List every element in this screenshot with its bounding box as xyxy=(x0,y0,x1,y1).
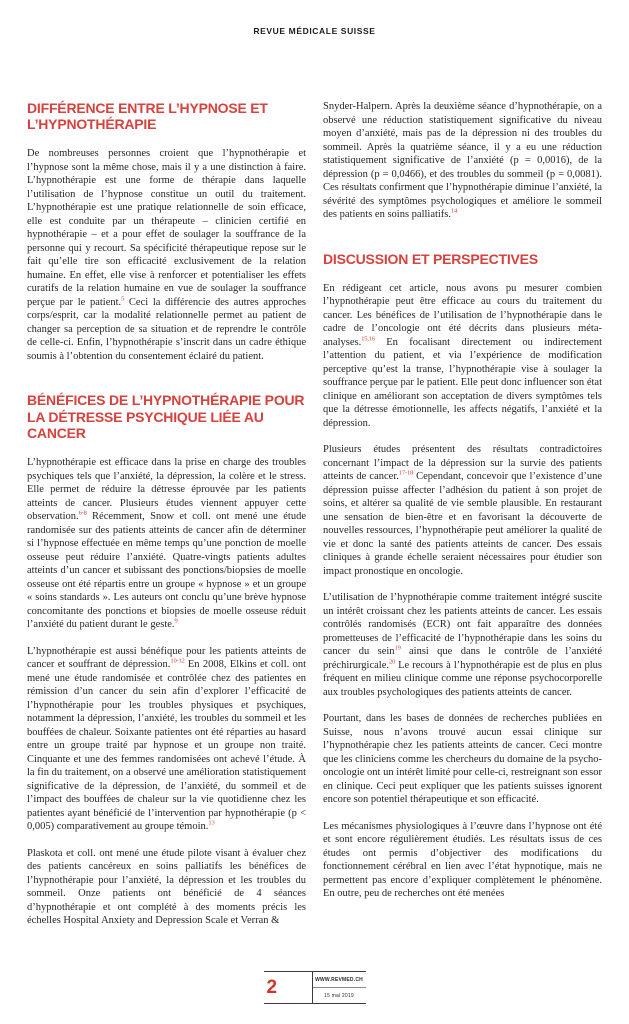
paragraph-benefices-2: L’hypnothérapie est aussi bénéfique pour les patients atteints de cancer et souffrant de dépression.$^{10-12}$ En 2008, Elkins et coll. ont mené une étude randomisée et contrôlée chez des patientes en rémission d’un cancer du sein afin d’explorer l’efficacité de l’hypnothérapie pour les troubles physiques et psychiques, notamment la dépression, l’anxiété, les troubles du sommeil et les bouffées de chaleur. Soixante patientes ont été réparties au hasard entre un groupe traité par hypnose et un groupe non traité. Cinquante et une des femmes randomisées ont achevé l’étude. À la fin du traitement, on a observé une amélioration statistiquement significative de la dépression, de l’anxiété, du sommeil et de l’impact des bouffées de chaleur sur la vie quotidienne chez les patientes ayant bénéficié de l’intervention par hypnothérapie (p < 0,005) comparativement au groupe témoin.$^{13}$ xyxy=(27,645,306,833)
paragraph-benefices-3: Plaskota et coll. ont mené une étude pilote visant à évaluer chez des patients cancéreux en soins palliatifs les bénéfices de l’hypnothérapie pour l’anxiété, la dépression et les troubles du sommeil. Onze patients ont bénéficié de 4 séances d’hypnothérapie et ont complété à des moments précis les échelles Hospital Anxiety and Depression Scale et Verran & xyxy=(27,847,306,927)
paragraph-discussion-2: Plusieurs études présentent des résultats contradictoires concernant l’impact de la dépression sur la survie des patients atteints de cancer.$^{17-18}$ Cependant, concevoir que l’existence d’une dépression puisse affecter l’adhésion du patient à son projet de soins, et altérer sa qualité de vie semble plausible. En restaurant une sensation de bien-être et en favorisant la découverte de nouvelles ressources, l’hypnothérapie peut améliorer la qualité de vie et donc la santé des patients atteints de cancer. Des essais cliniques à grande échelle seraient nécessaires pour étudier son impact pronostique en oncologie. xyxy=(323,444,603,577)
paragraph-difference: De nombreuses personnes croient que l’hypnothérapie et l’hypnose sont la même chose, mais il y a une distinction à faire. L’hypnothérapie est une forme de thérapie dans laquelle l’utilisation de l’hypnose constitue un outil du traitement. L’hypnothérapie est une pratique relationnelle de soin efficace, elle est conduite par un thérapeute – clinicien certifié en hypnothérapie – et a pour effet de soulager la souffrance de la personne qui y recourt. Sa spécificité thérapeutique repose sur le fait qu’elle tire son efficacité exclusivement de la relation humaine. En effet, elle vise à renforcer et potentialiser les effets curatifs de la relation humaine en vue de soulager la souffrance perçue par le patient.$^5$ Ceci la différencie des autres approches corps/esprit, car la modalité relationnelle permet au patient de changer sa perception de sa situation et de reprendre le contrôle de celle-ci. Enfin, l’hypnothérapie s’inscrit dans un cadre éthique soumis à l’obtention du consentement éclairé du patient. xyxy=(27,148,306,362)
paragraph-benefices-4: Snyder-Halpern. Après la deuxième séance d’hypnothérapie, on a observé une réduction statistiquement significative du niveau moyen d’anxiété, mais pas de la dépression ni des troubles du sommeil. Après la quatrième séance, il y a eu une réduction statistiquement significative de l’anxiété (p = 0,0016), de la dépression (p = 0,0466), et des troubles du sommeil (p = 0,0081). Ces résultats confirment que l’hypnothérapie diminue l’anxiété, la sévérité des symptômes psychologiques et améliore le sommeil des patients en soins palliatifs.$^{14}$ xyxy=(323,101,602,220)
footer-page-number-box xyxy=(264,971,312,1004)
footer-info-box xyxy=(312,971,366,1004)
page-number: 2 xyxy=(266,977,278,998)
paragraph-discussion-3: L’utilisation de l’hypnothérapie comme traitement intégré suscite un intérêt croissant chez les patients atteints de cancer. Les essais contrôlés randomisés (ECR) ont fait apparaître des données prometteuses de l’efficacité de l’hypnothérapie dans les soins du cancer du sein$^{19}$ ainsi que dans le contrôle de l’anxiété préchirurgicale.$^{20}$ Le recours à l’hypnothérapie est de plus en plus fréquent en milieu clinique comme une réponse psychocorporelle aux troubles psychologiques des patients atteints de cancer. xyxy=(323,592,603,698)
article-body xyxy=(27,100,602,941)
section-heading-discussion: DISCUSSION ET PERSPECTIVES xyxy=(323,250,538,267)
footer-date: 15 mai 2019 xyxy=(324,992,354,999)
journal-title: REVUE MÉDICALE SUISSE xyxy=(253,26,376,36)
paragraph-discussion-5: Les mécanismes physiologiques à l’œuvre dans l’hypnose ont été et sont encore régulièrement étudiés. Les résultats issus de ces études ont permis d’objectiver des modifications du fonctionnement cérébral en lien avec l’état hypnotique, mais ne permettent pas encore d’expliquer complètement le phénomène. En outre, peu de recherches ont été menées xyxy=(323,820,602,900)
section-heading-benefices: BÉNÉFICES DE L’HYPNOTHÉRAPIE POUR LA DÉTRESSE PSYCHIQUE LIÉE AU CANCER xyxy=(27,392,305,441)
article-column-left xyxy=(27,100,306,941)
section-heading-difference: DIFFÉRENCE ENTRE L’HYPNOSE ET L’HYPNOTHÉRAPIE xyxy=(27,100,268,133)
paragraph-discussion-4: Pourtant, dans les bases de données de recherches publiées en Suisse, nous n’avons trouvé aucun essai clinique sur l’hypnothérapie chez les patients atteints de cancer. Ceci montre que les cliniciens comme les chercheurs du domaine de la psycho-oncologie ont un intérêt limité pour celle-ci, restreignant son essor en clinique. Ceci peut expliquer que les patients suisses ignorent encore son potentiel thérapeutique et son efficacité. xyxy=(323,713,602,806)
page-footer xyxy=(264,971,366,1004)
paragraph-discussion-1: En rédigeant cet article, nous avons pu mesurer combien l’hypnothérapie peut être efficace au cours du traitement du cancer. Les bénéfices de l’utilisation de l’hypnothérapie dans le cadre de l’oncologie ont été décrits dans plusieurs méta-analyses.$^{15,16}$ En focalisant directement ou indirectement l’attention du patient, et via l’expérience de modification perceptive qu’est la transe, l’hypnothérapie vise à soulager la souffrance perçue par le patient. Elle peut donc influencer son état clinique en améliorant son acceptation de divers symptômes tels que la détresse émotionnelle, les affects négatifs, l’anxiété et la dépression. xyxy=(323,282,602,429)
paragraph-benefices-1: L’hypnothérapie est efficace dans la prise en charge des troubles psychiques tels que l’anxiété, la dépression, la colère et le stress. Elle permet de réduire la détresse éprouvée par les patients atteints de cancer. Plusieurs études viennent appuyer cette observation.$^{6-8}$ Récemment, Snow et coll. ont mené une étude randomisée sur des patients atteints de cancer afin de déterminer si l’hypnose effectuée en même temps qu’une ponction de moelle osseuse peut réduire l’anxiété. Quatre-vingts patients adultes atteints d’un cancer et subissant des ponctions/biopsies de moelle osseuse ont été répartis entre un groupe « hypnose » et un groupe « soins standards ». Les auteurs ont conclu qu’une brève hypnose concomitante des ponctions et biopsies de moelle osseuse réduit l’anxiété du patient durant le geste.$^9$ xyxy=(27,457,306,631)
footer-website: WWW.REVMED.CH xyxy=(313,972,366,988)
article-column-right xyxy=(323,100,602,941)
